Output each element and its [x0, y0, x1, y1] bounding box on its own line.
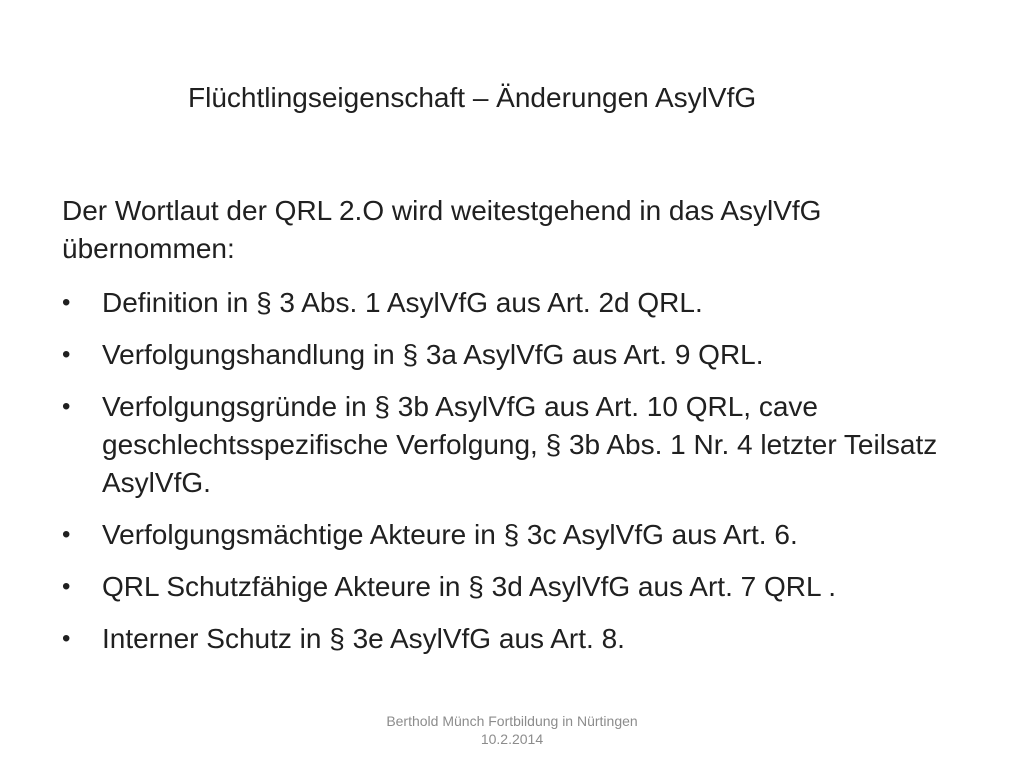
list-item — [62, 388, 962, 502]
list-item-text: Verfolgungsgründe in § 3b AsylVfG aus Art. 10 QRL, cave geschlechtsspezifische Verfolgung, § 3b Abs. 1 Nr. 4 letzter Teilsatz AsylVfG. — [102, 391, 938, 498]
footer-author: Berthold Münch Fortbildung in Nürtingen — [386, 713, 638, 729]
list-item — [62, 620, 962, 658]
list-item-text: Definition in § 3 Abs. 1 AsylVfG aus Art. 2d QRL. — [102, 287, 703, 318]
bullet-icon: • — [62, 573, 71, 600]
bullet-icon: • — [62, 625, 71, 652]
list-item-text: Interner Schutz in § 3e AsylVfG aus Art. 8. — [102, 623, 625, 654]
bullet-icon: • — [62, 341, 71, 368]
footer — [340, 712, 684, 748]
bullet-icon: • — [62, 393, 71, 420]
intro-paragraph: Der Wortlaut der QRL 2.O wird weitestgehend in das AsylVfG übernommen: — [62, 195, 822, 264]
footer-date: 10.2.2014 — [480, 731, 544, 747]
bullet-list — [62, 284, 962, 672]
list-item — [62, 516, 962, 554]
list-item — [62, 284, 962, 322]
list-item — [62, 336, 962, 374]
list-item — [62, 568, 962, 606]
bullet-icon: • — [62, 289, 71, 316]
slide-title: Flüchtlingseigenschaft – Änderungen AsylVfG — [188, 82, 757, 113]
list-item-text: QRL Schutzfähige Akteure in § 3d AsylVfG aus Art. 7 QRL . — [102, 571, 837, 602]
list-item-text: Verfolgungshandlung in § 3a AsylVfG aus Art. 9 QRL. — [102, 339, 764, 370]
bullet-icon: • — [62, 521, 71, 548]
list-item-text: Verfolgungsmächtige Akteure in § 3c AsylVfG aus Art. 6. — [102, 519, 798, 550]
